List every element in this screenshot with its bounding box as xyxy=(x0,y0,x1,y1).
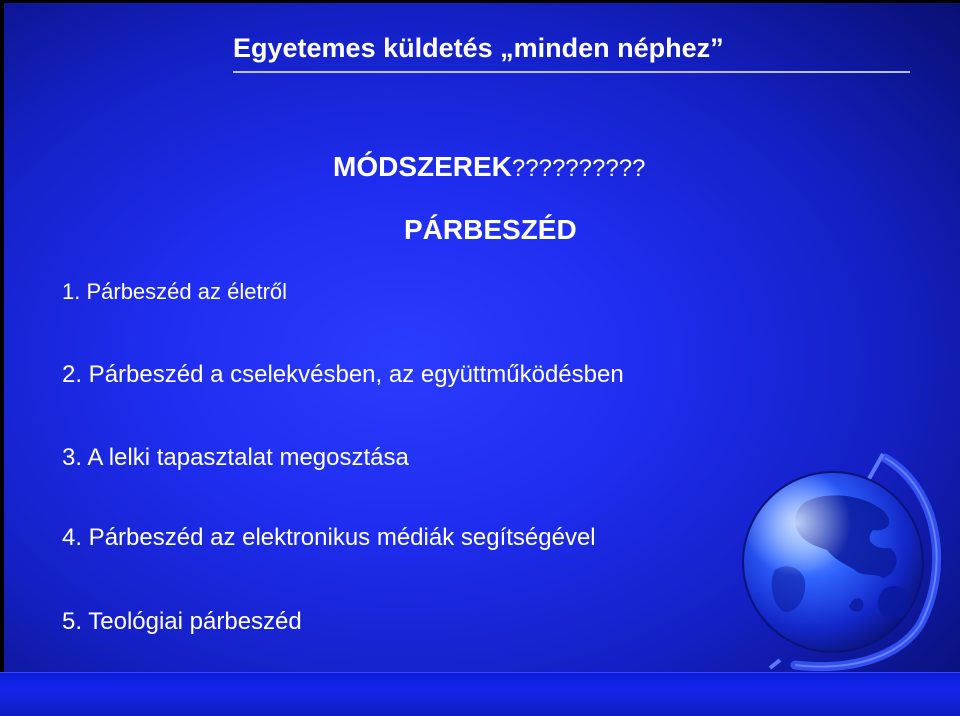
globe-icon xyxy=(735,450,960,680)
methods-label: MÓDSZEREK xyxy=(333,151,512,182)
footer-bar xyxy=(0,672,960,716)
frame-left-border xyxy=(0,0,4,716)
list-item-3: 3. A lelki tapasztalat megosztása xyxy=(62,444,409,471)
dialogue-heading: PÁRBESZÉD xyxy=(404,214,577,245)
list-item-1: 1. Párbeszéd az életről xyxy=(62,279,288,304)
frame-top-border xyxy=(0,0,960,3)
methods-question-marks: ?????????? xyxy=(511,155,646,182)
methods-heading xyxy=(333,151,645,183)
list-item-5: 5. Teológiai párbeszéd xyxy=(62,608,302,635)
list-item-4: 4. Párbeszéd az elektronikus médiák segítségével xyxy=(62,524,596,551)
footer-bar-highlight xyxy=(0,672,960,673)
slide-title: Egyetemes küldetés „minden néphez” xyxy=(233,33,724,63)
title-underline xyxy=(233,71,910,73)
list-item-2: 2. Párbeszéd a cselekvésben, az együttműködésben xyxy=(62,361,624,388)
